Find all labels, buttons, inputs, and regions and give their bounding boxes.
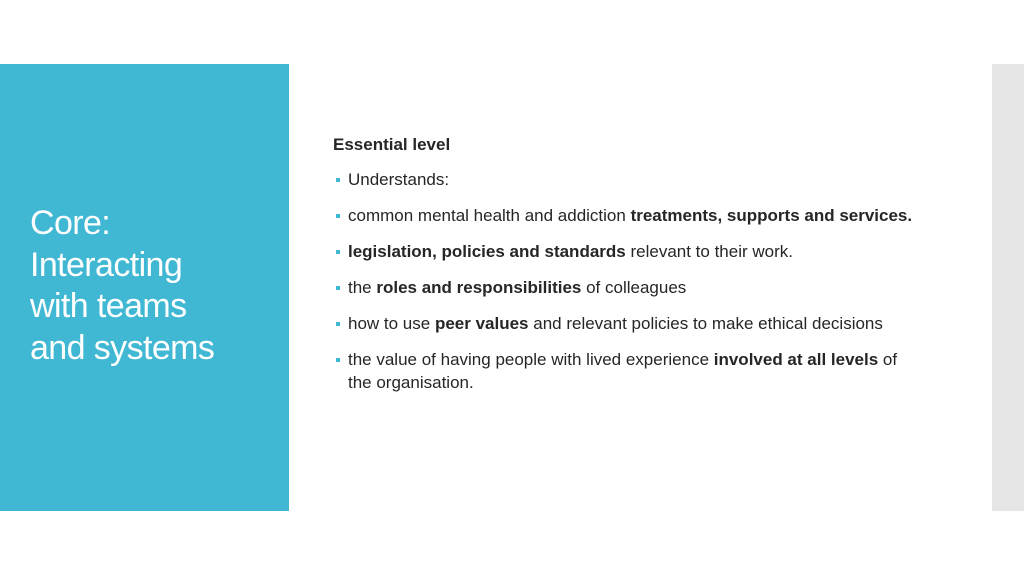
bullet-emphasis: peer values bbox=[434, 314, 529, 333]
content-area bbox=[333, 133, 923, 407]
slide-title-line: and systems bbox=[30, 328, 215, 367]
slide-title bbox=[30, 203, 280, 369]
bullet-square-icon bbox=[336, 250, 340, 254]
bullet-emphasis: treatments, supports and services. bbox=[630, 206, 913, 225]
bullet-list bbox=[333, 168, 923, 394]
bullet-text: the value of having people with lived experience bbox=[348, 350, 714, 369]
bullet-square-icon bbox=[336, 358, 340, 362]
bullet-square-icon bbox=[336, 322, 340, 326]
bullet-text: and relevant policies to make ethical decisions bbox=[528, 314, 883, 333]
bullet-text: Understands: bbox=[348, 170, 450, 189]
bullet-item bbox=[333, 240, 923, 263]
bullet-text: relevant to their work. bbox=[625, 242, 793, 261]
bullet-item bbox=[333, 204, 923, 227]
slide-title-line: with teams bbox=[30, 287, 187, 325]
bullet-item bbox=[333, 348, 923, 394]
slide-title-line: Core: bbox=[30, 204, 111, 242]
bullet-item bbox=[333, 168, 923, 191]
bullet-emphasis: roles and responsibilities bbox=[376, 278, 582, 297]
bullet-text: the bbox=[348, 278, 377, 297]
side-accent-bar bbox=[992, 64, 1024, 511]
bullet-text: of the organisation. bbox=[348, 350, 898, 392]
bullet-item bbox=[333, 276, 923, 299]
bullet-square-icon bbox=[336, 286, 340, 290]
bullet-text: common mental health and addiction bbox=[348, 206, 631, 225]
bullet-text: how to use bbox=[348, 314, 435, 333]
section-heading: Essential level bbox=[333, 135, 451, 154]
slide-title-line: Interacting bbox=[30, 245, 183, 284]
bullet-emphasis: legislation, policies and standards bbox=[348, 242, 626, 261]
bullet-square-icon bbox=[336, 178, 340, 182]
bullet-emphasis: involved at all levels bbox=[713, 350, 879, 369]
bullet-text: of colleagues bbox=[581, 278, 687, 297]
bullet-item bbox=[333, 312, 923, 335]
bullet-square-icon bbox=[336, 214, 340, 218]
